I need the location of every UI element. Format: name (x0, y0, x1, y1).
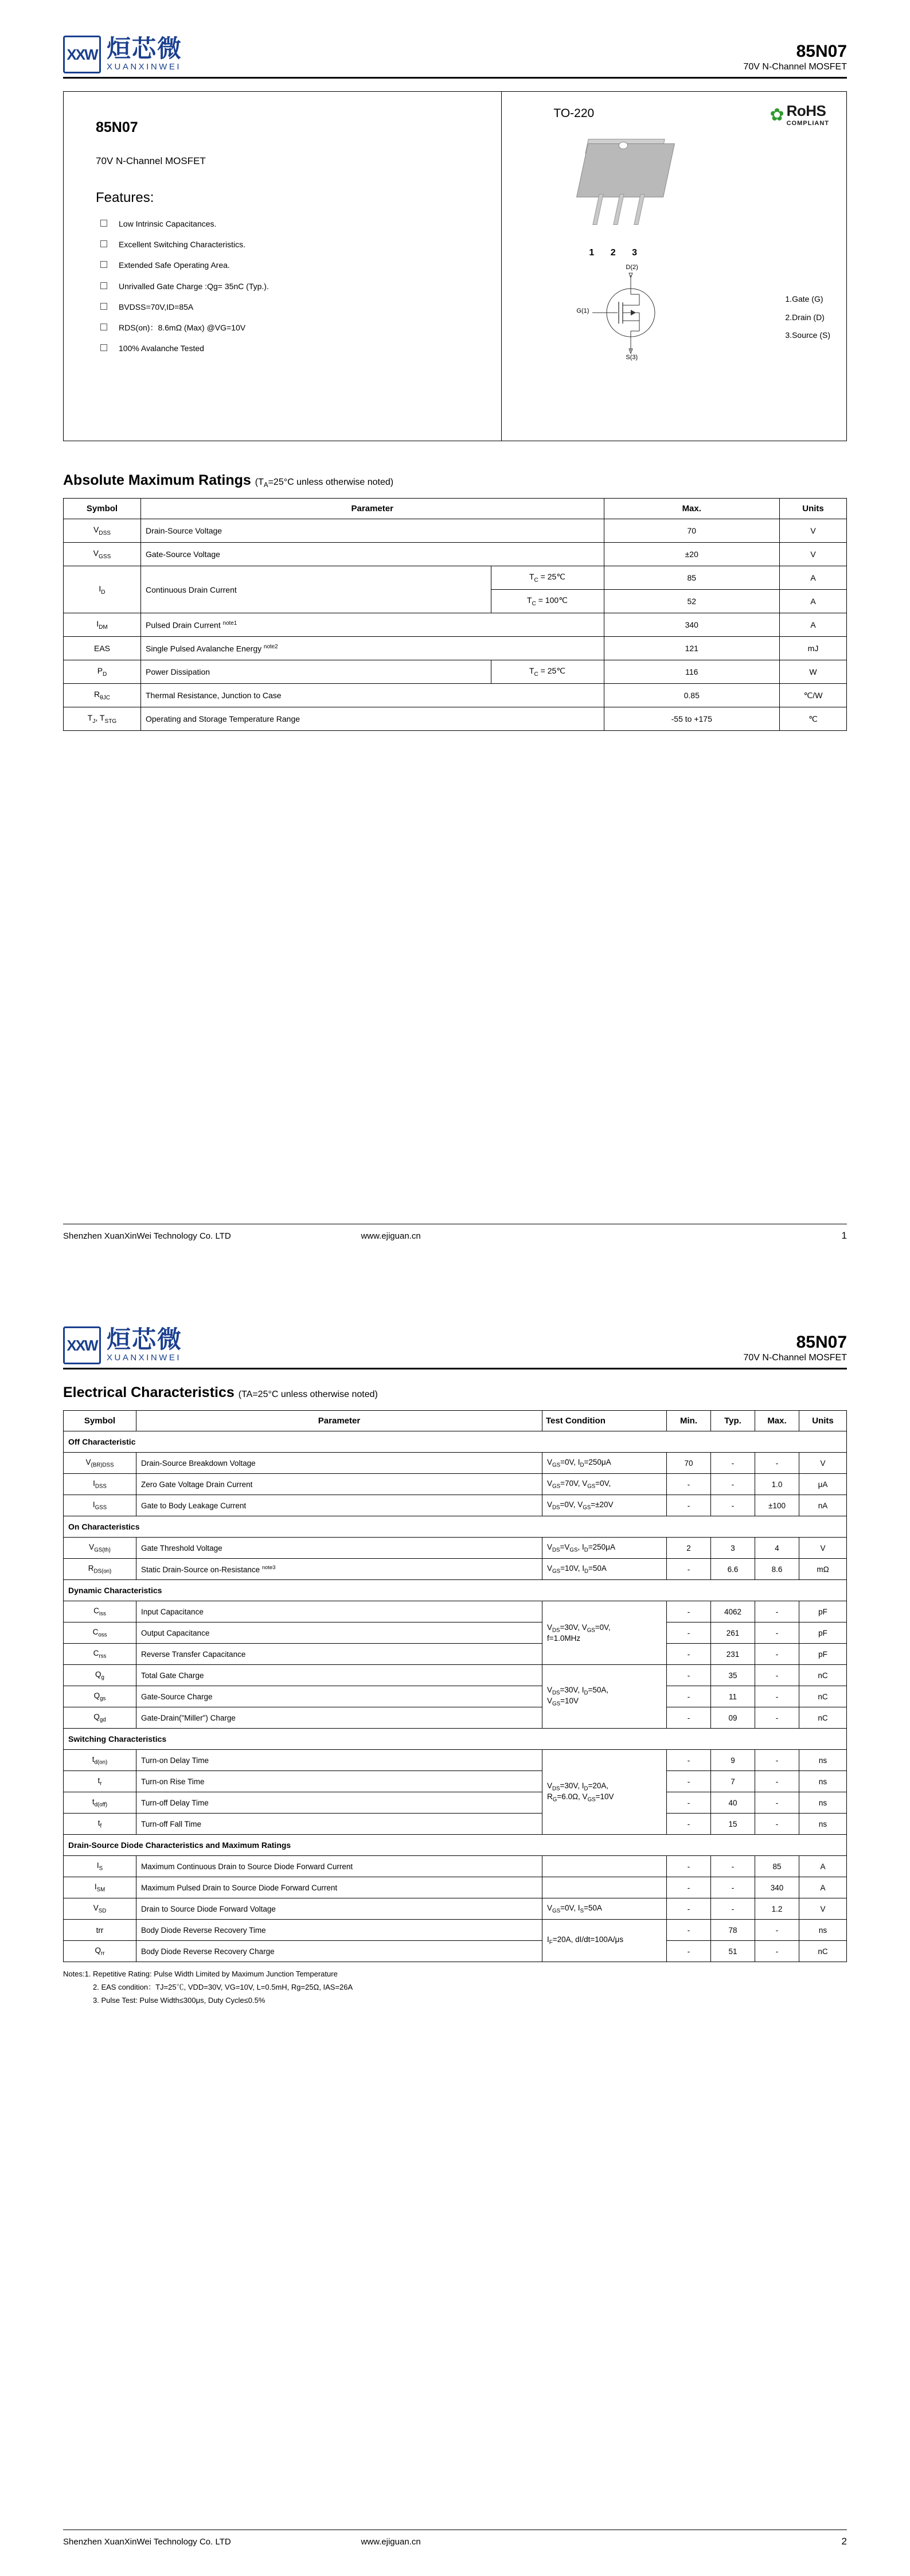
cell-symbol: $I_S$ (64, 1856, 136, 1877)
table-group-row (64, 1431, 847, 1453)
logo-mark-icon: XXW (63, 36, 101, 73)
cell-typ: - (711, 1856, 755, 1877)
cell-condition: $I_F=20A$, dI/dt=100A/μs (542, 1920, 667, 1962)
cell-condition (542, 1877, 667, 1898)
rohs-text (787, 103, 829, 127)
electrical-characteristics-title (63, 1384, 847, 1401)
cell-min: - (667, 1877, 711, 1898)
cell-min: - (667, 1644, 711, 1665)
cell-min: - (667, 1622, 711, 1644)
cell-max: 85 (755, 1856, 799, 1877)
table-row (64, 1898, 847, 1920)
list-item: 1.Gate (G) (785, 294, 823, 303)
list-item: RDS(on)：8.6mΩ (Max) @VG=10V (96, 322, 484, 333)
column-header-parameter: Parameter (141, 499, 604, 519)
absolute-max-title (63, 472, 847, 489)
header-part-info (743, 1333, 847, 1364)
cell-max: 8.6 (755, 1559, 799, 1580)
table-row (64, 1559, 847, 1580)
table-row (64, 1538, 847, 1559)
cell-min: - (667, 1474, 711, 1495)
document-header (63, 1291, 847, 1369)
table-group-row (64, 1729, 847, 1750)
cell-max: - (755, 1792, 799, 1814)
cell-typ: 78 (711, 1920, 755, 1941)
cell-typ: 261 (711, 1622, 755, 1644)
overview-right-panel (502, 92, 846, 441)
table-group-row (64, 1516, 847, 1538)
cell-symbol: $I_{GSS}$ (64, 1495, 136, 1516)
table-row (64, 543, 847, 566)
cell-parameter: Turn-off Delay Time (136, 1792, 542, 1814)
cell-condition: $V_{GS}=70V$, $V_{GS}=0V$, (542, 1474, 667, 1495)
absolute-max-heading: Absolute Maximum Ratings (63, 472, 251, 488)
cell-parameter: Output Capacitance (136, 1622, 542, 1644)
cell-max: 52 (604, 590, 780, 613)
cell-parameter: Body Diode Reverse Recovery Charge (136, 1941, 542, 1962)
cell-min: - (667, 1941, 711, 1962)
table-row (64, 1814, 847, 1835)
cell-max: 340 (604, 613, 780, 637)
cell-min: - (667, 1920, 711, 1941)
table-row (64, 1707, 847, 1729)
cell-min: - (667, 1707, 711, 1729)
cell-max: ±20 (604, 543, 780, 566)
table-row (64, 1665, 847, 1686)
table-row (64, 1920, 847, 1941)
cell-typ: 4062 (711, 1601, 755, 1622)
electrical-heading: Electrical Characteristics (63, 1384, 235, 1400)
table-row (64, 1771, 847, 1792)
cell-parameter: Total Gate Charge (136, 1665, 542, 1686)
column-header-max: Max. (604, 499, 780, 519)
cell-min: - (667, 1665, 711, 1686)
header-part-info (743, 42, 847, 73)
cell-units: ns (799, 1792, 847, 1814)
cell-condition: $V_{DS}=0V$, $V_{GS}=\pm 20V$ (542, 1495, 667, 1516)
cell-typ: 9 (711, 1750, 755, 1771)
cell-symbol: $C_{iss}$ (64, 1601, 136, 1622)
footer-url[interactable]: www.ejiguan.cn (361, 1231, 421, 1241)
cell-max: - (755, 1814, 799, 1835)
symbol-gate-label: G(1) (576, 308, 589, 314)
note-line: Notes:1. Repetitive Rating: Pulse Width Limited by Maximum Junction Temperature (63, 1970, 338, 1978)
pin-numbers: 1 2 3 (589, 248, 644, 258)
cell-parameter: Turn-on Rise Time (136, 1771, 542, 1792)
cell-units: pF (799, 1622, 847, 1644)
symbol-drain-label: D(2) (626, 264, 638, 271)
cell-parameter: Input Capacitance (136, 1601, 542, 1622)
cell-units: nC (799, 1941, 847, 1962)
cell-max: -55 to +175 (604, 707, 780, 731)
cell-parameter: Maximum Pulsed Drain to Source Diode Forward Current (136, 1877, 542, 1898)
package-body (576, 143, 675, 197)
cell-units: V (799, 1898, 847, 1920)
cell-min: - (667, 1898, 711, 1920)
cell-parameter: Drain-Source Breakdown Voltage (136, 1453, 542, 1474)
cell-units: nC (799, 1686, 847, 1707)
cell-units: pF (799, 1644, 847, 1665)
column-header-symbol: Symbol (64, 499, 141, 519)
table-group-row (64, 1580, 847, 1601)
table-group-row (64, 1835, 847, 1856)
cell-symbol: $T_J$, $T_{STG}$ (64, 707, 141, 731)
cell-units: ℃ (780, 707, 847, 731)
cell-max: 340 (755, 1877, 799, 1898)
leaf-icon: ✿ (770, 106, 784, 124)
cell-parameter: Continuous Drain Current (141, 566, 491, 613)
cell-symbol: $t_r$ (64, 1771, 136, 1792)
list-item: Extended Safe Operating Area. (96, 260, 484, 270)
cell-max: - (755, 1601, 799, 1622)
cell-parameter: Gate-Drain("Miller") Charge (136, 1707, 542, 1729)
cell-typ: - (711, 1898, 755, 1920)
overview-box (63, 91, 847, 441)
table-row (64, 613, 847, 637)
list-item: 100% Avalanche Tested (96, 343, 484, 353)
page-footer (63, 1224, 847, 1242)
cell-units: mJ (780, 637, 847, 660)
cell-symbol: EAS (64, 637, 141, 660)
cell-max: - (755, 1453, 799, 1474)
cell-units: pF (799, 1601, 847, 1622)
group-label: Drain-Source Diode Characteristics and Maximum Ratings (64, 1835, 847, 1856)
cell-max: - (755, 1771, 799, 1792)
cell-parameter: Pulsed Drain Current $^{note1}$ (141, 613, 604, 637)
cell-parameter: Power Dissipation (141, 660, 491, 684)
list-item: BVDSS=70V,ID=85A (96, 302, 484, 312)
logo-chinese-name: 烜芯微 (107, 35, 183, 62)
absolute-maximum-ratings-table (63, 498, 847, 731)
footer-company: Shenzhen XuanXinWei Technology Co. LTD (63, 2536, 231, 2547)
table-row (64, 1495, 847, 1516)
cell-max: 85 (604, 566, 780, 590)
logo-mark-icon: XXW (63, 1326, 101, 1364)
cell-units: W (780, 660, 847, 684)
electrical-subnote: (TA=25°C unless otherwise noted) (238, 1390, 378, 1399)
cell-units: nC (799, 1665, 847, 1686)
cell-units: ns (799, 1771, 847, 1792)
column-header-units: Units (799, 1411, 847, 1431)
cell-symbol: trr (64, 1920, 136, 1941)
overview-description: 70V N-Channel MOSFET (96, 155, 206, 166)
cell-symbol: $R_{\theta JC}$ (64, 684, 141, 707)
table-row (64, 1644, 847, 1665)
company-logo (63, 1326, 182, 1364)
footer-page-number: 1 (841, 1230, 847, 1241)
cell-max: - (755, 1707, 799, 1729)
table-header-row (64, 499, 847, 519)
page-2 (0, 1291, 910, 2576)
list-item: Low Intrinsic Capacitances. (96, 219, 484, 229)
note-line: 3. Pulse Test: Pulse Width≤300μs, Duty Cycle≤0.5% (93, 1995, 265, 2005)
table-row (64, 1856, 847, 1877)
column-header-test-condition: Test Condition (542, 1411, 667, 1431)
table-row (64, 637, 847, 660)
cell-parameter: Gate-Source Voltage (141, 543, 604, 566)
cell-condition: $T_C$ = 100℃ (491, 590, 604, 613)
cell-min: - (667, 1686, 711, 1707)
cell-condition: $V_{GS}=0V$, $I_D=250\mu A$ (542, 1453, 667, 1474)
cell-parameter: Drain-Source Voltage (141, 519, 604, 543)
cell-condition: $V_{GS}=10V$, $I_D=50A$ (542, 1559, 667, 1580)
table-row (64, 684, 847, 707)
group-label: Dynamic Characteristics (64, 1580, 847, 1601)
mosfet-symbol-icon (576, 264, 685, 361)
header-part-number: 85N07 (796, 1332, 847, 1352)
cell-symbol: $V_{GSS}$ (64, 543, 141, 566)
cell-units: V (780, 543, 847, 566)
cell-parameter: Reverse Transfer Capacitance (136, 1644, 542, 1665)
cell-symbol: $I_{DM}$ (64, 613, 141, 637)
cell-min: - (667, 1495, 711, 1516)
cell-parameter: Operating and Storage Temperature Range (141, 707, 604, 731)
cell-units: A (780, 613, 847, 637)
cell-units: nC (799, 1707, 847, 1729)
column-header-typ: Typ. (711, 1411, 755, 1431)
table-row (64, 1601, 847, 1622)
cell-max: - (755, 1622, 799, 1644)
column-header-parameter: Parameter (136, 1411, 542, 1431)
table-header-row (64, 1411, 847, 1431)
group-label: Off Characteristic (64, 1431, 847, 1453)
cell-symbol: $t_{d(off)}$ (64, 1792, 136, 1814)
cell-max: - (755, 1644, 799, 1665)
cell-symbol: $V_{(BR)DSS}$ (64, 1453, 136, 1474)
package-lead-3 (634, 194, 645, 225)
table-row (64, 566, 847, 590)
cell-symbol: $Q_{gs}$ (64, 1686, 136, 1707)
logo-text (107, 37, 182, 72)
cell-symbol: $P_D$ (64, 660, 141, 684)
cell-min: - (667, 1750, 711, 1771)
cell-units: ℃/W (780, 684, 847, 707)
cell-condition: $T_C$ = 25℃ (491, 566, 604, 590)
cell-max: ±100 (755, 1495, 799, 1516)
cell-symbol: $V_{DSS}$ (64, 519, 141, 543)
table-row (64, 1686, 847, 1707)
overview-left-panel (64, 92, 502, 441)
cell-min: - (667, 1814, 711, 1835)
table-row (64, 1877, 847, 1898)
overview-part-number: 85N07 (96, 119, 138, 135)
table-row (64, 1453, 847, 1474)
cell-typ: - (711, 1474, 755, 1495)
cell-parameter: Static Drain-Source on-Resistance $^{note3}$ (136, 1559, 542, 1580)
cell-max: - (755, 1750, 799, 1771)
cell-typ: 15 (711, 1814, 755, 1835)
cell-max: 116 (604, 660, 780, 684)
cell-typ: 6.6 (711, 1559, 755, 1580)
cell-symbol: $C_{rss}$ (64, 1644, 136, 1665)
column-header-units: Units (780, 499, 847, 519)
column-header-min: Min. (667, 1411, 711, 1431)
list-item: Excellent Switching Characteristics. (96, 239, 484, 250)
cell-symbol: $Q_{rr}$ (64, 1941, 136, 1962)
cell-min: - (667, 1601, 711, 1622)
cell-max: 1.2 (755, 1898, 799, 1920)
cell-units: A (780, 566, 847, 590)
document-header (63, 0, 847, 79)
cell-typ: - (711, 1495, 755, 1516)
package-label: TO-220 (553, 107, 595, 120)
cell-symbol: $I_D$ (64, 566, 141, 613)
logo-english-name: XUANXINWEI (107, 1353, 182, 1363)
cell-condition: $T_C$ = 25℃ (491, 660, 604, 684)
table-row (64, 1622, 847, 1644)
footer-url[interactable]: www.ejiguan.cn (361, 2536, 421, 2547)
cell-max: 121 (604, 637, 780, 660)
cell-max: 4 (755, 1538, 799, 1559)
cell-typ: 51 (711, 1941, 755, 1962)
cell-units: ns (799, 1750, 847, 1771)
absolute-max-subnote: ($T_A=25^\circ C$ unless otherwise noted) (255, 477, 394, 489)
cell-typ: 231 (711, 1644, 755, 1665)
table-row (64, 519, 847, 543)
logo-chinese-name: 烜芯微 (107, 1326, 183, 1353)
cell-min: - (667, 1559, 711, 1580)
column-header-symbol: Symbol (64, 1411, 136, 1431)
cell-condition: $V_{DS}=30V$, $V_{GS}=0V$, f=1.0MHz (542, 1601, 667, 1665)
cell-parameter: Zero Gate Voltage Drain Current (136, 1474, 542, 1495)
cell-symbol: $I_{DSS}$ (64, 1474, 136, 1495)
table-row (64, 1474, 847, 1495)
cell-symbol: $Q_{gd}$ (64, 1707, 136, 1729)
table-row (64, 1792, 847, 1814)
group-label: Switching Characteristics (64, 1729, 847, 1750)
cell-condition: $V_{GS}=0V$, $I_S=50A$ (542, 1898, 667, 1920)
note-line: 2. EAS condition：TJ=25℃, VDD=30V, VG=10V, L=0.5mH, Rg=25Ω, IAS=26A (93, 1982, 353, 1991)
cell-max: - (755, 1941, 799, 1962)
cell-parameter: Gate to Body Leakage Current (136, 1495, 542, 1516)
features-list (96, 219, 484, 353)
list-item: 3.Source (S) (785, 330, 830, 340)
cell-symbol: $V_{GS(th)}$ (64, 1538, 136, 1559)
cell-units: mΩ (799, 1559, 847, 1580)
cell-min: 2 (667, 1538, 711, 1559)
cell-units: V (799, 1538, 847, 1559)
cell-units: A (780, 590, 847, 613)
cell-symbol: $t_f$ (64, 1814, 136, 1835)
cell-typ: 40 (711, 1792, 755, 1814)
package-lead-2 (614, 194, 624, 225)
header-part-number: 85N07 (796, 41, 847, 61)
list-item: 2.Drain (D) (785, 312, 825, 322)
cell-units: V (780, 519, 847, 543)
cell-units: nA (799, 1495, 847, 1516)
cell-units: A (799, 1856, 847, 1877)
symbol-source-label: S(3) (626, 354, 638, 361)
list-item: Unrivalled Gate Charge :Qg= 35nC (Typ.). (96, 281, 484, 291)
cell-parameter: Turn-off Fall Time (136, 1814, 542, 1835)
cell-typ: 3 (711, 1538, 755, 1559)
pin-assignment-list (785, 290, 830, 345)
cell-min: - (667, 1792, 711, 1814)
rohs-badge (770, 103, 829, 127)
cell-min: 70 (667, 1453, 711, 1474)
cell-typ: - (711, 1453, 755, 1474)
electrical-characteristics-table (63, 1410, 847, 1962)
cell-units: ns (799, 1814, 847, 1835)
cell-parameter: Body Diode Reverse Recovery Time (136, 1920, 542, 1941)
logo-english-name: XUANXINWEI (107, 62, 182, 72)
cell-max: - (755, 1686, 799, 1707)
package-lead-1 (593, 194, 604, 225)
footer-company: Shenzhen XuanXinWei Technology Co. LTD (63, 1231, 231, 1241)
cell-parameter: Gate Threshold Voltage (136, 1538, 542, 1559)
cell-parameter: Maximum Continuous Drain to Source Diode Forward Current (136, 1856, 542, 1877)
cell-symbol: $t_{d(on)}$ (64, 1750, 136, 1771)
cell-units: μA (799, 1474, 847, 1495)
cell-parameter: Thermal Resistance, Junction to Case (141, 684, 604, 707)
cell-min: - (667, 1856, 711, 1877)
cell-max: 0.85 (604, 684, 780, 707)
cell-typ: 09 (711, 1707, 755, 1729)
rohs-sub-label: COMPLIANT (786, 120, 829, 127)
cell-parameter: Turn-on Delay Time (136, 1750, 542, 1771)
cell-parameter: Gate-Source Charge (136, 1686, 542, 1707)
table-notes (63, 1968, 847, 2007)
column-header-max: Max. (755, 1411, 799, 1431)
group-label: On Characteristics (64, 1516, 847, 1538)
cell-condition: $V_{DS}=30V$, $I_D=20A$, $R_G=6.0\Omega$, $V_{GS}=10V$ (542, 1750, 667, 1835)
table-row (64, 1941, 847, 1962)
cell-parameter: Single Pulsed Avalanche Energy $^{note2}$ (141, 637, 604, 660)
to220-package-icon (571, 138, 702, 232)
cell-symbol: $Q_g$ (64, 1665, 136, 1686)
header-part-description: 70V N-Channel MOSFET (743, 61, 847, 72)
cell-typ: 7 (711, 1771, 755, 1792)
features-heading: Features: (96, 190, 154, 205)
cell-typ: - (711, 1877, 755, 1898)
cell-symbol: $V_{SD}$ (64, 1898, 136, 1920)
cell-units: V (799, 1453, 847, 1474)
cell-symbol: $R_{DS(on)}$ (64, 1559, 136, 1580)
table-row (64, 660, 847, 684)
cell-max: 70 (604, 519, 780, 543)
cell-min: - (667, 1771, 711, 1792)
cell-units: ns (799, 1920, 847, 1941)
cell-max: - (755, 1920, 799, 1941)
page-footer (63, 2530, 847, 2547)
table-row (64, 1750, 847, 1771)
cell-units: A (799, 1877, 847, 1898)
cell-condition: $V_{DS}=V_{GS}$, $I_D=250\mu A$ (542, 1538, 667, 1559)
company-logo (63, 36, 182, 73)
cell-condition: $V_{DS}=30V$, $I_D=50A$, $V_{GS}=10V$ (542, 1665, 667, 1729)
cell-parameter: Drain to Source Diode Forward Voltage (136, 1898, 542, 1920)
cell-condition (542, 1856, 667, 1877)
logo-text (107, 1328, 182, 1363)
cell-symbol: $I_{SM}$ (64, 1877, 136, 1898)
header-part-description: 70V N-Channel MOSFET (743, 1352, 847, 1363)
cell-max: 1.0 (755, 1474, 799, 1495)
rohs-main-label: RoHS (786, 102, 826, 119)
cell-max: - (755, 1665, 799, 1686)
cell-typ: 35 (711, 1665, 755, 1686)
cell-symbol: $C_{oss}$ (64, 1622, 136, 1644)
cell-typ: 11 (711, 1686, 755, 1707)
table-row (64, 707, 847, 731)
footer-page-number: 2 (841, 2536, 847, 2547)
